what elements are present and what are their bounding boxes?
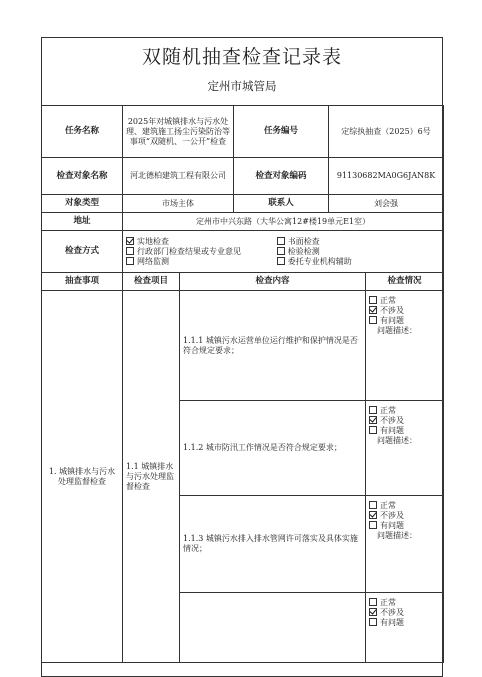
- matter-cell: 1. 城镇排水与污水处理监督检查: [42, 291, 123, 663]
- method-option[interactable]: [126, 257, 277, 267]
- status-option[interactable]: [369, 406, 440, 416]
- method-label: 检查方式: [42, 231, 123, 273]
- status-option[interactable]: [369, 316, 440, 326]
- method-option-label: 实地检查: [137, 236, 169, 246]
- task-name-label: 任务名称: [42, 106, 123, 158]
- status-checkbox[interactable]: [369, 426, 377, 434]
- object-type-value: 市场主体: [123, 195, 234, 213]
- problem-description-label: 问题描述：: [377, 531, 418, 540]
- status-option-label: 正常: [380, 598, 397, 607]
- method-checkbox[interactable]: [126, 257, 134, 265]
- status-checkbox[interactable]: [369, 416, 377, 424]
- method-option[interactable]: [126, 237, 277, 247]
- status-checkbox[interactable]: [369, 511, 377, 519]
- status-option-label: 不涉及: [380, 306, 405, 315]
- method-option[interactable]: [126, 247, 277, 257]
- check-status: [366, 496, 444, 593]
- page-title: 双随机抽查检查记录表: [141, 46, 342, 68]
- status-option-label: 有问题: [380, 426, 405, 435]
- check-content: 1.1.2 城市防汛工作情况是否符合规定要求；: [180, 401, 366, 496]
- object-name-value: 河北德柏建筑工程有限公司: [123, 158, 234, 195]
- header-matter: 抽查事项: [42, 273, 123, 291]
- address-value: 定州市中兴东路（大华公寓12#楼19单元E1室）: [123, 213, 444, 231]
- status-option[interactable]: [369, 618, 440, 628]
- status-option[interactable]: [369, 296, 440, 306]
- status-option[interactable]: [369, 426, 440, 436]
- method-option[interactable]: [277, 257, 428, 267]
- record-table: [41, 105, 444, 663]
- page-subtitle: 定州市城管局: [207, 79, 277, 93]
- method-option[interactable]: [277, 237, 428, 247]
- contact-label: 联系人: [234, 195, 329, 213]
- method-option[interactable]: [277, 247, 428, 257]
- method-column-left: [126, 237, 277, 267]
- status-option[interactable]: [369, 306, 440, 316]
- task-no-value: 定综执抽查（2025）6号: [329, 106, 444, 158]
- status-checkbox[interactable]: [369, 316, 377, 324]
- method-options: [123, 231, 444, 273]
- check-status: [366, 401, 444, 496]
- check-content: [180, 593, 366, 663]
- header-status: 检查情况: [366, 273, 444, 291]
- address-label: 地址: [42, 213, 123, 231]
- task-name-value: 2025年对城镇排水与污水处理、建筑施工扬尘污染防治等事项“双随机、一公开”检查: [123, 106, 234, 158]
- status-option[interactable]: [369, 608, 440, 618]
- status-checkbox[interactable]: [369, 521, 377, 529]
- status-option-label: 有问题: [380, 618, 405, 627]
- status-checkbox[interactable]: [369, 296, 377, 304]
- check-content: 1.1.1 城镇污水运营单位运行维护和保护情况是否符合规定要求；: [180, 291, 366, 401]
- status-checkbox[interactable]: [369, 501, 377, 509]
- status-option-label: 正常: [380, 501, 397, 510]
- object-type-label: 对象类型: [42, 195, 123, 213]
- status-option-label: 正常: [380, 406, 397, 415]
- method-column-right: [277, 237, 428, 267]
- status-option-label: 不涉及: [380, 511, 405, 520]
- status-checkbox[interactable]: [369, 406, 377, 414]
- task-no-label: 任务编号: [234, 106, 329, 158]
- status-option-label: 有问题: [380, 316, 405, 325]
- problem-description-label: 问题描述：: [377, 326, 418, 335]
- object-code-value: 91130682MA0G6JAN8K: [329, 158, 444, 195]
- method-option-label: 书面检查: [287, 236, 320, 246]
- object-code-label: 检查对象编码: [234, 158, 329, 195]
- check-status: [366, 291, 444, 401]
- status-option-label: 不涉及: [380, 608, 405, 617]
- header-item: 检查项目: [123, 273, 180, 291]
- status-checkbox[interactable]: [369, 306, 377, 314]
- status-option[interactable]: [369, 598, 440, 608]
- status-option[interactable]: [369, 416, 440, 426]
- method-checkbox[interactable]: [126, 237, 134, 245]
- method-option-label: 委托专业机构辅助: [287, 256, 352, 266]
- object-name-label: 检查对象名称: [42, 158, 123, 195]
- item-cell: 1.1 城镇排水与污水处理监督检查: [123, 291, 180, 663]
- method-checkbox[interactable]: [277, 257, 285, 265]
- status-checkbox[interactable]: [369, 598, 377, 606]
- method-checkbox[interactable]: [277, 247, 285, 255]
- method-option-label: 行政部门检查结果或专业意见: [137, 246, 241, 256]
- method-checkbox[interactable]: [277, 237, 285, 245]
- status-option-label: 正常: [380, 296, 397, 305]
- status-option-label: 不涉及: [380, 416, 405, 425]
- status-option[interactable]: [369, 501, 440, 511]
- check-content: 1.1.3 城镇污水排入排水管网许可落实及具体实施情况；: [180, 496, 366, 593]
- status-checkbox[interactable]: [369, 608, 377, 616]
- method-option-label: 网络监测: [137, 256, 169, 266]
- contact-value: 刘会强: [329, 195, 444, 213]
- method-checkbox[interactable]: [126, 247, 134, 255]
- status-checkbox[interactable]: [369, 618, 377, 626]
- status-option[interactable]: [369, 521, 440, 531]
- method-option-label: 检验检测: [287, 246, 320, 256]
- check-status: [366, 593, 444, 663]
- problem-description-label: 问题描述：: [377, 436, 418, 445]
- header-content: 检查内容: [180, 273, 366, 291]
- status-option-label: 有问题: [380, 521, 405, 530]
- status-option[interactable]: [369, 511, 440, 521]
